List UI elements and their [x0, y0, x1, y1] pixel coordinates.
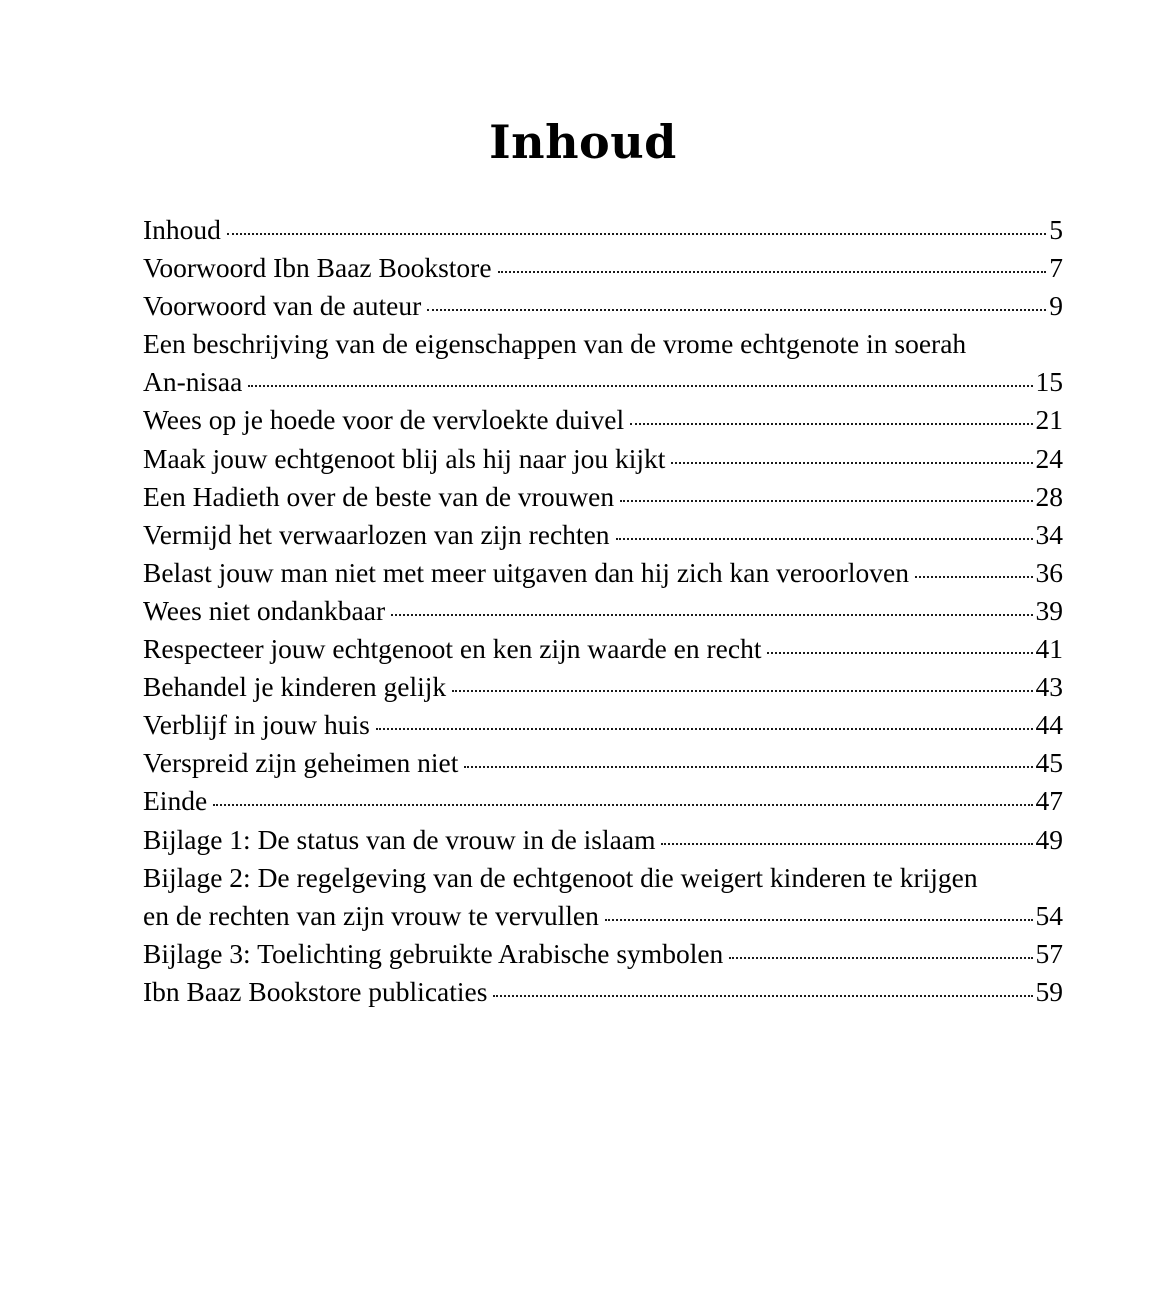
- toc-entry-page: 24: [1035, 442, 1063, 474]
- toc-entry-title: Inhoud: [143, 214, 221, 245]
- toc-entry-page: 36: [1035, 556, 1063, 588]
- toc-entry-title: Einde: [143, 785, 208, 817]
- toc-entry[interactable]: [143, 744, 1063, 782]
- toc-entry-title-line1: Bijlage 2: De regelgeving van de echtgenoot die weigert kinderen te krijgen: [143, 861, 978, 893]
- toc-entry-title: Voorwoord van de auteur: [143, 290, 422, 322]
- toc-entry-title-line2: en de rechten van zijn vrouw te vervullen: [143, 899, 599, 931]
- toc-entry[interactable]: [143, 973, 1063, 1011]
- toc-entry[interactable]: [143, 287, 1063, 325]
- toc-entry-title: Respecteer jouw echtgenoot en ken zijn waarde en recht: [143, 633, 762, 665]
- dot-leader: [605, 897, 1033, 925]
- toc-entry-title: Maak jouw echtgenoot blij als hij naar jou kijkt: [143, 442, 666, 474]
- toc-entry-title: Vermijd het verwaarlozen van zijn rechten: [143, 518, 610, 550]
- toc-entry-title: Bijlage 3: Toelichting gebruikte Arabische symbolen: [143, 937, 724, 969]
- toc-entry-page: 28: [1035, 480, 1063, 512]
- toc-entry[interactable]: [143, 706, 1063, 744]
- toc-entry-title-line2: An-nisaa: [143, 366, 243, 398]
- toc-entry-title: Wees op je hoede voor de vervloekte duivel: [143, 404, 625, 436]
- toc-entry-title: Een Hadieth over de beste van de vrouwen: [143, 480, 615, 512]
- dot-leader: [671, 440, 1032, 468]
- dot-leader: [616, 516, 1033, 544]
- dot-leader: [452, 669, 1032, 697]
- toc-entry[interactable]: [143, 478, 1063, 516]
- toc-entry[interactable]: [143, 630, 1063, 668]
- toc-entry-page: 5: [1049, 214, 1063, 245]
- toc-entry[interactable]: [143, 211, 1063, 249]
- toc-entry-title: Verspreid zijn geheimen niet: [143, 747, 459, 779]
- toc-entry-page: 47: [1035, 785, 1063, 817]
- dot-leader: [227, 212, 1046, 240]
- toc-entry-title: Belast jouw man niet met meer uitgaven dan hij zich kan veroorloven: [143, 556, 909, 588]
- dot-leader: [248, 364, 1032, 392]
- toc-entry-page: 49: [1035, 823, 1063, 855]
- toc-entry[interactable]: [143, 249, 1063, 287]
- toc-entry-page: 39: [1035, 594, 1063, 626]
- dot-leader: [767, 631, 1032, 659]
- toc-entry[interactable]: [143, 592, 1063, 630]
- toc-entry-title: Wees niet ondankbaar: [143, 594, 386, 626]
- toc-entry-page: 9: [1049, 290, 1063, 322]
- toc-entry-page: 57: [1035, 937, 1063, 969]
- table-of-contents: [143, 211, 1063, 1011]
- toc-entry[interactable]: [143, 782, 1063, 820]
- page-title: Inhoud: [489, 115, 677, 169]
- toc-entry-title: Voorwoord Ibn Baaz Bookstore: [143, 252, 492, 284]
- toc-entry-page: 59: [1035, 975, 1063, 1007]
- toc-entry-page: 7: [1049, 252, 1063, 284]
- toc-entry-page: 34: [1035, 518, 1063, 550]
- toc-entry-page: 15: [1035, 366, 1063, 398]
- toc-entry-page: 44: [1035, 709, 1063, 741]
- toc-entry-title: Ibn Baaz Bookstore publicaties: [143, 975, 488, 1007]
- dot-leader: [427, 288, 1046, 316]
- toc-entry[interactable]: [143, 516, 1063, 554]
- dot-leader: [493, 973, 1032, 1001]
- dot-leader: [213, 783, 1032, 811]
- dot-leader: [630, 402, 1032, 430]
- toc-entry-title: Behandel je kinderen gelijk: [143, 671, 447, 703]
- toc-entry[interactable]: [143, 668, 1063, 706]
- toc-entry-title-line1: Een beschrijving van de eigenschappen van de vrome echtgenote in soerah: [143, 328, 967, 360]
- toc-entry-page: 41: [1035, 633, 1063, 665]
- dot-leader: [498, 250, 1047, 278]
- toc-entry-page: 21: [1035, 404, 1063, 436]
- toc-entry-title: Bijlage 1: De status van de vrouw in de islaam: [143, 823, 656, 855]
- toc-entry[interactable]: [143, 935, 1063, 973]
- toc-entry[interactable]: [143, 821, 1063, 859]
- dot-leader: [729, 935, 1032, 963]
- dot-leader: [376, 707, 1033, 735]
- toc-entry-page: 45: [1035, 747, 1063, 779]
- toc-entry[interactable]: [143, 859, 1063, 935]
- toc-entry[interactable]: [143, 440, 1063, 478]
- dot-leader: [620, 478, 1032, 506]
- dot-leader: [464, 745, 1032, 773]
- dot-leader: [915, 554, 1033, 582]
- dot-leader: [391, 592, 1032, 620]
- toc-entry-page: 54: [1035, 899, 1063, 931]
- toc-entry[interactable]: [143, 325, 1063, 401]
- toc-entry-page: 43: [1035, 671, 1063, 703]
- dot-leader: [661, 821, 1032, 849]
- toc-entry[interactable]: [143, 401, 1063, 439]
- toc-entry-title: Verblijf in jouw huis: [143, 709, 370, 741]
- toc-entry[interactable]: [143, 554, 1063, 592]
